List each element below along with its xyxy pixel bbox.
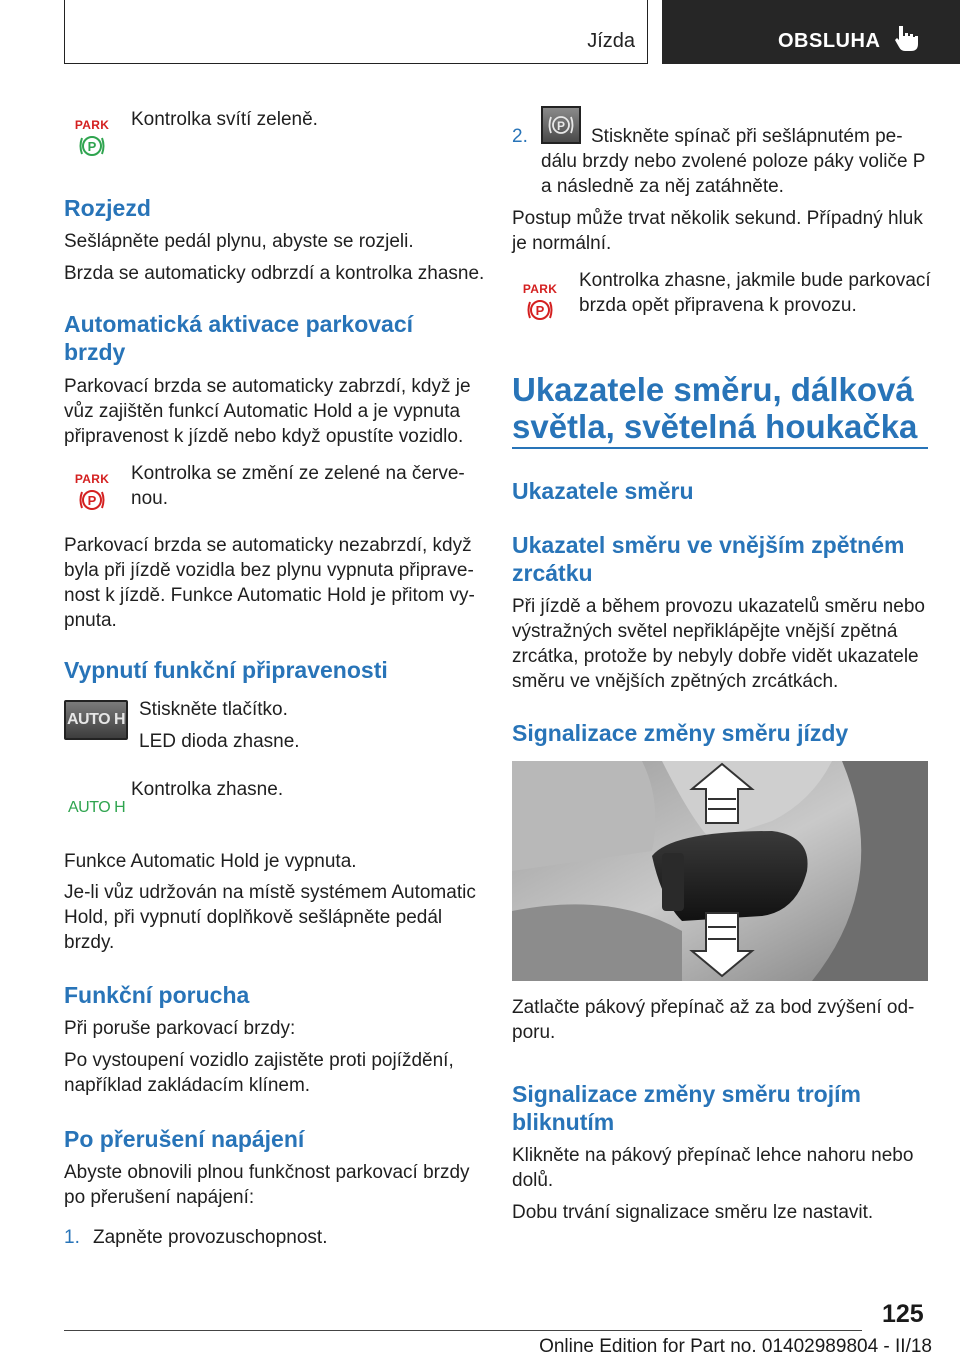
kontrolka-line-2: brzda opět připravena k provozu.: [579, 295, 857, 316]
heading-ukazatele: Ukazatele směru: [512, 478, 694, 504]
kliknete-line-1: Klikněte na pákový přepínač lehce nahoru nebo: [512, 1145, 914, 1166]
indicator-green-text: Kontrolka svítí zeleně.: [131, 109, 318, 130]
park-circle-glyph: [78, 132, 106, 160]
heading-porucha: Funkční porucha: [64, 982, 250, 1008]
porucha-p2-line-1: Po vystoupení vozidlo zajistěte proti pojíždění,: [64, 1050, 454, 1071]
nezabrzdi-line-1: Parkovací brzda se automaticky nezabrzdí, když: [64, 535, 472, 556]
step-2-line-3: a následně za něj zatáhněte.: [541, 176, 784, 197]
stisknete-text: Stiskněte tlačítko.: [139, 699, 288, 720]
heading-rozjezd: Rozjezd: [64, 195, 151, 221]
rozjezd-p1: Sešlápněte pedál plynu, abyste se rozjeli.: [64, 231, 414, 252]
page-number: 125: [882, 1300, 924, 1328]
doba-text: Dobu trvání signalizace směru lze nastavit.: [512, 1202, 874, 1223]
chapter-heading-line-2: světla, světelná houkačka: [512, 408, 918, 445]
auto-p-line-3: připravenost k jízdě nebo když opustíte vozidlo.: [64, 426, 464, 447]
heading-zrcatko-2: zrcátku: [512, 560, 593, 586]
park-circle-glyph: [526, 296, 554, 324]
auto-p-line-1: Parkovací brzda se automaticky zabrzdí, když je: [64, 376, 471, 397]
kontrolka-line-1: Kontrolka zhasne, jakmile bude parkovací: [579, 270, 931, 291]
parking-button-icon: [541, 106, 581, 144]
chapter-heading-line-1: Ukazatele směru, dálková: [512, 371, 914, 408]
pointing-hand-icon: [894, 24, 920, 52]
udrzovan-line-3: brzdy.: [64, 932, 115, 953]
park-circle-glyph: [78, 486, 106, 514]
auto-hold-button-icon: [64, 700, 128, 740]
footer-edition: Online Edition for Part no. 01402989804 - II/18: [539, 1336, 932, 1357]
park-icon-label: PARK: [522, 282, 558, 296]
svg-text:P: P: [87, 139, 97, 154]
svg-text:P: P: [535, 303, 545, 318]
step-1-number: 1.: [64, 1227, 80, 1248]
header-section-title: Jízda: [587, 30, 635, 52]
heading-trojim-2: bliknutím: [512, 1109, 615, 1135]
nezabrzdi-line-4: pnuta.: [64, 610, 117, 631]
step-2-line-2: dálu brzdy nebo zvolené poloze páky voliče P: [541, 151, 926, 172]
heading-signalizace: Signalizace změny směru jízdy: [512, 720, 849, 746]
kontrolka-zhasne-text: Kontrolka zhasne.: [131, 779, 284, 800]
park-brake-icon: [521, 282, 559, 324]
heading-trojim-1: Signalizace změny směru trojím: [512, 1081, 861, 1107]
rozjezd-p2: Brzda se automaticky odbrzdí a kontrolka zhasne.: [64, 263, 485, 284]
step-2-number: 2.: [512, 126, 528, 147]
svg-text:P: P: [87, 493, 97, 508]
postup-line-2: je normální.: [512, 233, 612, 254]
kliknete-line-2: dolů.: [512, 1170, 554, 1191]
led-text: LED dioda zhasne.: [139, 731, 300, 752]
heading-preruseni: Po přerušení napájení: [64, 1126, 305, 1152]
udrzovan-line-1: Je-li vůz udržován na místě systémem Automatic: [64, 882, 476, 903]
zrcatko-line-2: výstražných světel nepřiklápějte vnější zpětná: [512, 621, 898, 642]
svg-text:P: P: [556, 119, 566, 133]
zatlacte-line-1: Zatlačte pákový přepínač až za bod zvýšení od-: [512, 997, 915, 1018]
udrzovan-line-2: Hold, při vypnutí doplňkově sešlápněte pedál: [64, 907, 443, 928]
park-icon-label: PARK: [74, 118, 110, 132]
postup-line-1: Postup může trvat několik sekund. Případný hluk: [512, 208, 923, 229]
zrcatko-line-1: Při jízdě a během provozu ukazatelů směru nebo: [512, 596, 925, 617]
header-section-box: [64, 0, 648, 64]
turn-signal-lever-photo: [512, 761, 928, 981]
porucha-p2-line-2: například zakládacím klínem.: [64, 1075, 311, 1096]
heading-vypnuti: Vypnutí funkční připravenosti: [64, 657, 388, 683]
heading-auto-activation-2: brzdy: [64, 339, 126, 365]
auto-hold-indicator-icon: AUTO H: [68, 799, 126, 816]
zrcatko-line-3: zrcátka, protože by nebyly dobře vidět ukazatele: [512, 646, 919, 667]
indicator-red-line-2: nou.: [131, 488, 168, 509]
funkce-vypnuta-text: Funkce Automatic Hold je vypnuta.: [64, 851, 357, 872]
park-brake-icon: [73, 118, 111, 160]
nezabrzdi-line-2: byla při jízdě vozidla bez plynu vypnuta připrave-: [64, 560, 474, 581]
porucha-p1: Při poruše parkovací brzdy:: [64, 1018, 296, 1039]
park-icon-label: PARK: [74, 472, 110, 486]
zatlacte-line-2: poru.: [512, 1022, 556, 1043]
heading-auto-activation-1: Automatická aktivace parkovací: [64, 311, 414, 337]
preruseni-line-1: Abyste obnovili plnou funkčnost parkovací brzdy: [64, 1162, 470, 1183]
zrcatko-line-4: směru ve vnějších zpětných zrcátkách.: [512, 671, 839, 692]
auto-p-line-2: vůz zajištěn funkcí Automatic Hold a je vypnuta: [64, 401, 461, 422]
heading-zrcatko-1: Ukazatel směru ve vnějším zpětném: [512, 532, 905, 558]
chapter-heading-rule: [512, 447, 928, 449]
park-button-glyph: [543, 108, 579, 142]
header-chapter-title: OBSLUHA: [778, 30, 881, 52]
nezabrzdi-line-3: nost k jízdě. Funkce Automatic Hold je přitom vy-: [64, 585, 475, 606]
step-1-text: Zapněte provozuschopnost.: [93, 1227, 328, 1248]
preruseni-line-2: po přerušení napájení:: [64, 1187, 255, 1208]
indicator-red-line-1: Kontrolka se změní ze zelené na červe-: [131, 463, 465, 484]
footer-rule: [64, 1330, 862, 1331]
header-chapter-tab[interactable]: [662, 0, 960, 64]
auto-hold-button-label: AUTO H: [66, 711, 126, 728]
park-brake-icon: [73, 472, 111, 514]
step-2-line-1: Stiskněte spínač při sešlápnutém pe-: [591, 126, 903, 147]
